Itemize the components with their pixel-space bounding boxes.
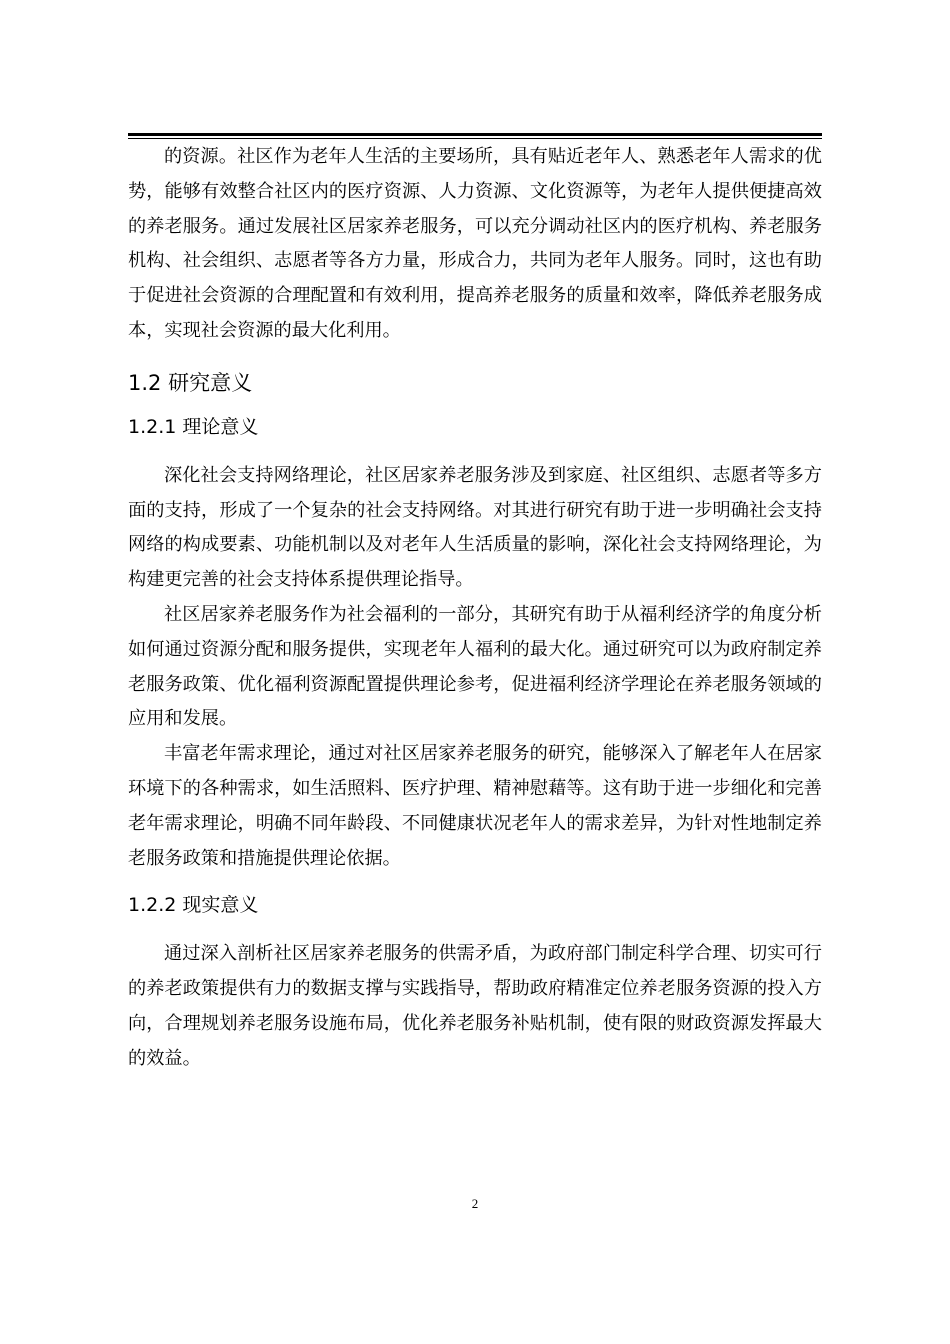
paragraph-practice-1: 通过深入剖析社区居家养老服务的供需矛盾，为政府部门制定科学合理、切实可行的养老政策提供有力的数据支撑与实践指导，帮助政府精准定位养老服务资源的投入方向，合理规划养老服务设施布局，优化养老服务补贴机制，使有限的财政资源发挥最大的效益。: [128, 943, 822, 1069]
section-heading-1-2: 1.2 研究意义: [128, 370, 253, 395]
paragraph-theory-2: 社区居家养老服务作为社会福利的一部分，其研究有助于从福利经济学的角度分析如何通过资源分配和服务提供，实现老年人福利的最大化。通过研究可以为政府制定养老服务政策、优化福利资源配置提供理论参考，促进福利经济学理论在养老服务领域的应用和发展。: [128, 603, 822, 730]
paragraph-theory-1: 深化社会支持网络理论，社区居家养老服务涉及到家庭、社区组织、志愿者等多方面的支持，形成了一个复杂的社会支持网络。对其进行研究有助于进一步明确社会支持网络的构成要素、功能机制以及对老年人生活质量的影响，深化社会支持网络理论，为构建更完善的社会支持体系提供理论指导。: [128, 464, 822, 591]
paragraph-theory-3: 丰富老年需求理论，通过对社区居家养老服务的研究，能够深入了解老年人在居家环境下的各种需求，如生活照料、医疗护理、精神慰藉等。这有助于进一步细化和完善老年需求理论，明确不同年龄段、不同健康状况老年人的需求差异，为针对性地制定养老服务政策和措施提供理论依据。: [128, 743, 822, 869]
subsection-heading-1-2-1: 1.2.1 理论意义: [128, 415, 259, 438]
continued-paragraph: 的资源。社区作为老年人生活的主要场所，具有贴近老年人、熟悉老年人需求的优势，能够有效整合社区内的医疗资源、人力资源、文化资源等，为老年人提供便捷高效的养老服务。通过发展社区居家养老服务，可以充分调动社区内的医疗机构、养老服务机构、社会组织、志愿者等各方力量，形成合力，共同为老年人服务。同时，这也有助于促进社会资源的合理配置和有效利用，提高养老服务的质量和效率，降低养老服务成本，实现社会资源的最大化利用。: [128, 146, 822, 341]
page-body: [128, 140, 822, 1077]
header-rule-thick: [128, 133, 822, 136]
header-rule-thin: [128, 138, 822, 139]
subsection-heading-1-2-2: 1.2.2 现实意义: [128, 894, 259, 917]
header-double-rule: [128, 133, 822, 139]
page-number: 2: [471, 1196, 479, 1211]
